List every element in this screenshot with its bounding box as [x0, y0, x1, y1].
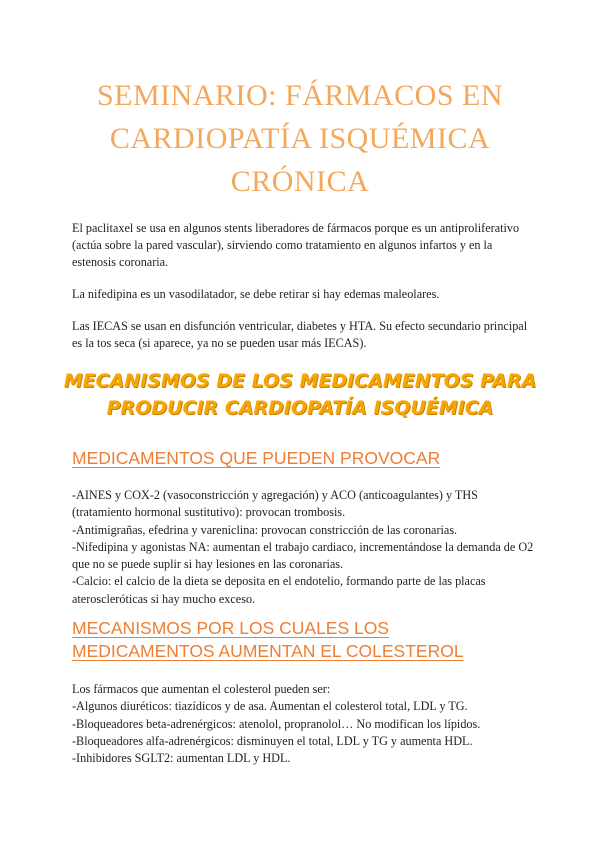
document-title: SEMINARIO: FÁRMACOS EN CARDIOPATÍA ISQUÉMICA CRÓNICA	[96, 79, 504, 198]
subheading-aumentan-colesterol: MECANISMOS POR LOS CUALES LOS MEDICAMENTOS AUMENTAN EL COLESTEROL	[72, 618, 464, 661]
paragraph-iecas: Las IECAS se usan en disfunción ventricular, diabetes y HTA. Su efecto secundario principal es la tos seca (si aparece, ya no se pueden usar más IECAS).	[72, 319, 528, 350]
list-item: -Inhibidores SGLT2: aumentan LDL y HDL.	[72, 751, 291, 766]
subheading-medicamentos-provocar: MEDICAMENTOS QUE PUEDEN PROVOCAR	[72, 448, 441, 468]
list-item: -Bloqueadores alfa-adrenérgicos: disminuyen el total, LDL y TG y aumenta HDL.	[72, 733, 473, 748]
list-medicamentos-provocar	[72, 487, 537, 608]
paragraph-nifedipina: La nifedipina es un vasodilatador, se debe retirar si hay edemas maleolares.	[72, 287, 440, 301]
list-item: -Nifedipina y agonistas NA: aumentan el trabajo cardiaco, incrementándose la demanda de O2 que no se puede suplir si hay lesiones en las coronarias.	[72, 539, 534, 572]
list-item: -AINES y COX-2 (vasoconstricción y agregación) y ACO (anticoagulantes) y THS (tratamiento hormonal sustitutivo): provocan trombosis.	[72, 488, 478, 520]
list-aumentan-colesterol	[72, 681, 537, 767]
list-item: -Antimigrañas, efedrina y vareniclina: provocan constricción de las coronarias.	[72, 522, 458, 537]
list-item: -Calcio: el calcio de la dieta se deposita en el endotelio, formando parte de las placas ateroscleróticas si hay mucho exceso.	[72, 574, 486, 606]
paragraph-paclitaxel: El paclitaxel se usa en algunos stents liberadores de fármacos porque es un antiproliferativo (actúa sobre la pared vascular), sirviendo como tratamiento en algunos infartos y en la estenosis coronaria.	[72, 221, 520, 269]
section-heading-mecanismos: MECANISMOS DE LOS MEDICAMENTOS PARA PRODUCIR CARDIOPATÍA ISQUÉMICA	[63, 370, 537, 419]
list-item: -Bloqueadores beta-adrenérgicos: atenolol, propranolol… No modifican los lípidos.	[72, 716, 481, 731]
list-intro: Los fármacos que aumentan el colesterol pueden ser:	[72, 682, 331, 696]
list-item: -Algunos diuréticos: tiazídicos y de asa. Aumentan el colesterol total, LDL y TG.	[72, 699, 468, 714]
